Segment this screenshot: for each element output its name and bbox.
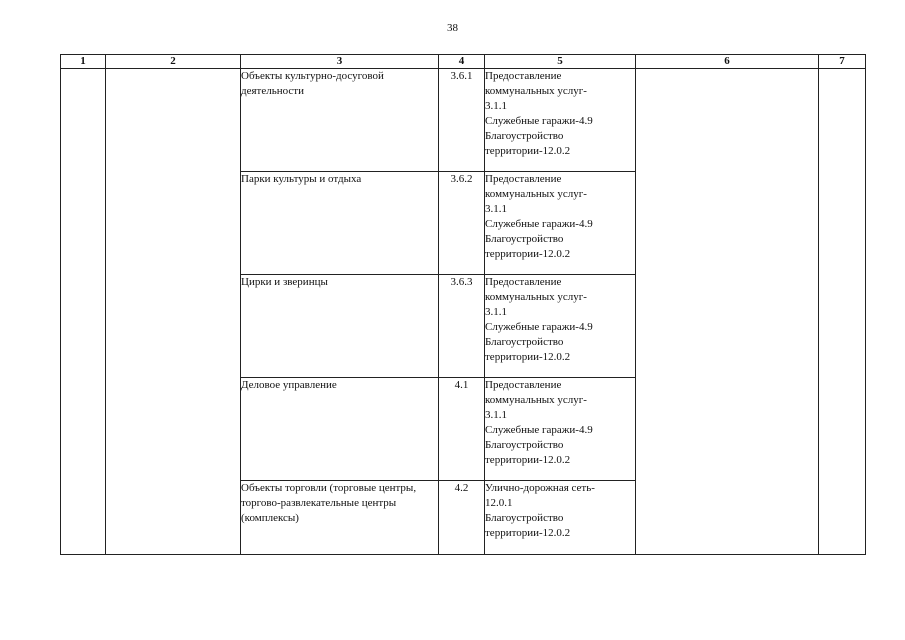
list-item: территории-12.0.2 xyxy=(485,248,571,260)
use-name: Парки культуры и отдыха xyxy=(241,172,439,275)
use-name: Объекты торговли (торговые центры, торгово-развлекательные центры (комплексы) xyxy=(241,481,439,555)
zoning-table xyxy=(60,54,866,555)
column-2-cell xyxy=(106,69,241,555)
column-1-cell xyxy=(61,69,106,555)
column-header-7: 7 xyxy=(819,55,866,69)
list-item: коммунальных услуг- xyxy=(485,291,587,303)
list-item: 12.0.1 xyxy=(485,497,513,509)
use-code: 3.6.3 xyxy=(439,275,485,378)
list-item: коммунальных услуг- xyxy=(485,85,587,97)
list-item: 3.1.1 xyxy=(485,409,507,421)
list-item: 3.1.1 xyxy=(485,306,507,318)
list-item: Предоставление xyxy=(485,70,562,82)
list-item: Предоставление xyxy=(485,379,562,391)
use-name: Цирки и зверинцы xyxy=(241,275,439,378)
column-header-2: 2 xyxy=(106,55,241,69)
column-6-cell xyxy=(636,69,819,555)
list-item: Служебные гаражи-4.9 xyxy=(485,218,593,230)
column-header-row xyxy=(61,55,866,69)
list-item: Благоустройство xyxy=(485,439,564,451)
column-header-4: 4 xyxy=(439,55,485,69)
list-item: Благоустройство xyxy=(485,130,564,142)
list-item: 3.1.1 xyxy=(485,203,507,215)
list-item: Предоставление xyxy=(485,276,562,288)
list-item: Благоустройство xyxy=(485,336,564,348)
list-item: Служебные гаражи-4.9 xyxy=(485,321,593,333)
list-item: коммунальных услуг- xyxy=(485,394,587,406)
auxiliary-uses xyxy=(485,378,636,481)
use-name: Объекты культурно-досуговой деятельности xyxy=(241,69,439,172)
list-item: 3.1.1 xyxy=(485,100,507,112)
use-code: 4.1 xyxy=(439,378,485,481)
list-item: Улично-дорожная сеть- xyxy=(485,482,595,494)
page-number: 38 xyxy=(447,22,458,34)
column-header-5: 5 xyxy=(485,55,636,69)
list-item: Благоустройство xyxy=(485,512,564,524)
list-item: территории-12.0.2 xyxy=(485,145,571,157)
auxiliary-uses xyxy=(485,275,636,378)
auxiliary-uses xyxy=(485,69,636,172)
column-header-1: 1 xyxy=(61,55,106,69)
auxiliary-uses xyxy=(485,481,636,555)
list-item: Благоустройство xyxy=(485,233,564,245)
list-item: Предоставление xyxy=(485,173,562,185)
column-header-6: 6 xyxy=(636,55,819,69)
list-item: территории-12.0.2 xyxy=(485,351,571,363)
list-item: территории-12.0.2 xyxy=(485,527,571,539)
table-row xyxy=(61,69,866,172)
list-item: Служебные гаражи-4.9 xyxy=(485,115,593,127)
list-item: территории-12.0.2 xyxy=(485,454,571,466)
use-code: 3.6.2 xyxy=(439,172,485,275)
list-item: коммунальных услуг- xyxy=(485,188,587,200)
use-name: Деловое управление xyxy=(241,378,439,481)
auxiliary-uses xyxy=(485,172,636,275)
column-7-cell xyxy=(819,69,866,555)
column-header-3: 3 xyxy=(241,55,439,69)
use-code: 3.6.1 xyxy=(439,69,485,172)
list-item: Служебные гаражи-4.9 xyxy=(485,424,593,436)
use-code: 4.2 xyxy=(439,481,485,555)
